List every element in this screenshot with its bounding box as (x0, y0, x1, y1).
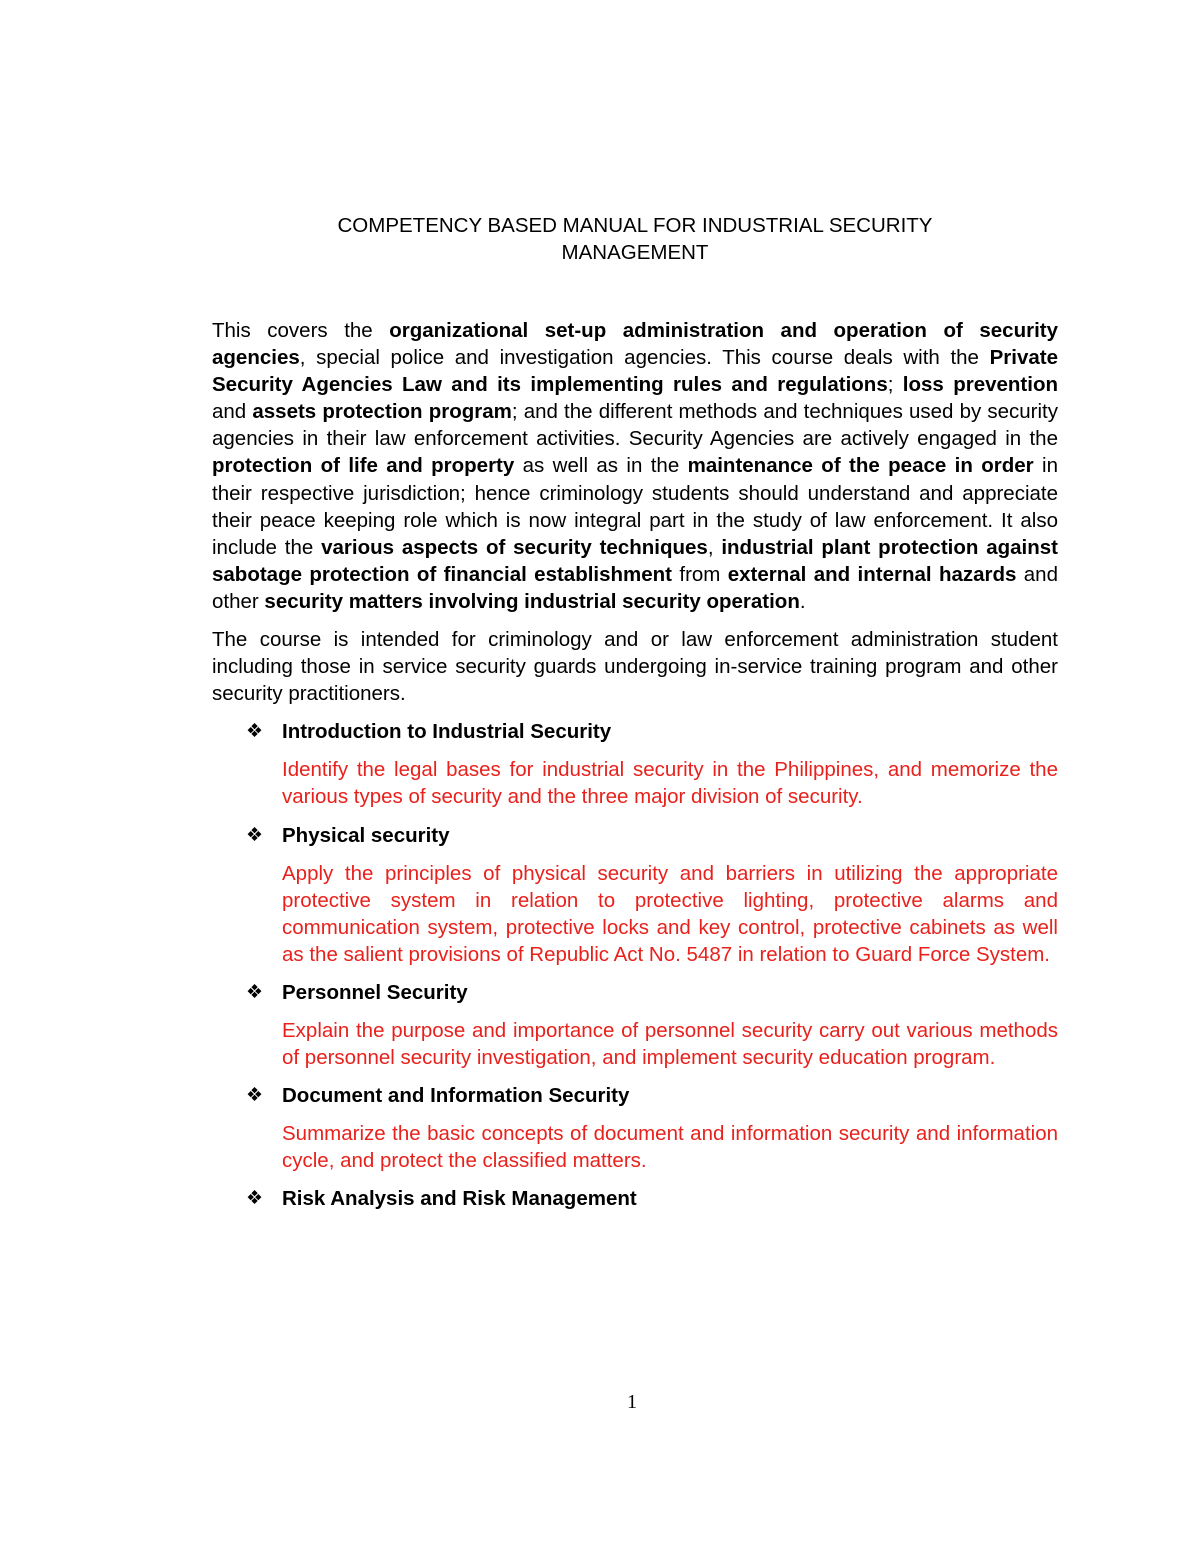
intro-text: from (672, 562, 728, 586)
intro-text: and (212, 400, 253, 424)
topic-description: Apply the principles of physical security and barriers in utilizing the appropriate protective system in relation to protective lighting, protective alarms and communication system, protective locks and key control, protective cabinets as well as the salient provisions of Republic Act No. 5487 in relation to Guard Force System. (282, 861, 1058, 966)
topic-title: Personnel Security (282, 980, 468, 1004)
topic-title: Physical security (282, 823, 450, 847)
page-title-line-2: MANAGEMENT (561, 241, 709, 264)
topic-heading (212, 1185, 1058, 1212)
intro-text: in their respective jurisdiction; hence criminology students should understand and appreciate their peace keeping role which is now integral part in the study of law enforcement. It also include the (212, 454, 1058, 559)
intro-bold-text: assets protection program (252, 400, 512, 424)
topic-description: Explain the purpose and importance of personnel security carry out various methods of personnel security investigation, and implement security education program. (282, 1018, 1058, 1069)
topic-title: Introduction to Industrial Security (282, 720, 612, 744)
page-title (0, 212, 1200, 266)
intro-text: as well as in the (514, 454, 688, 478)
intro-bold-text: protection of life and property (212, 454, 515, 478)
topic-item (212, 1185, 1058, 1212)
topic-item (212, 979, 1058, 1071)
diamond-bullet-icon: ❖ (246, 1085, 264, 1107)
audience-paragraph: The course is intended for criminology and or law enforcement administration student including those in service security guards undergoing in-service training program and other security practitioners. (212, 628, 1058, 706)
page-title-line-1: COMPETENCY BASED MANUAL FOR INDUSTRIAL SECURITY (337, 214, 933, 237)
intro-text: This covers the (212, 319, 390, 342)
intro-text: . (799, 589, 806, 613)
diamond-bullet-icon: ❖ (246, 1188, 264, 1210)
intro-text: ; (887, 373, 903, 397)
topic-description: Summarize the basic concepts of document and information security and information cycle, and protect the classified matters. (282, 1122, 1058, 1173)
intro-paragraph (212, 317, 1058, 615)
intro-bold-text: Private Security Agencies Law and its implementing rules and regulations (212, 346, 1058, 397)
diamond-bullet-icon: ❖ (246, 824, 264, 846)
intro-bold-text: external and internal hazards (727, 562, 1017, 586)
topic-heading (212, 979, 1058, 1006)
intro-bold-text: maintenance of the peace in order (687, 454, 1034, 478)
intro-bold-text: industrial plant protection against sabotage protection of financial establishment (212, 535, 1058, 586)
intro-bold-text: security matters involving industrial security operation (264, 589, 800, 613)
topic-title: Document and Information Security (282, 1084, 630, 1108)
document-body (212, 317, 1058, 1223)
topic-heading (212, 718, 1058, 745)
intro-bold-text: loss prevention (902, 373, 1058, 397)
intro-text: , (707, 535, 722, 559)
diamond-bullet-icon: ❖ (246, 981, 264, 1003)
topic-heading (212, 1082, 1058, 1109)
topic-title: Risk Analysis and Risk Management (282, 1187, 637, 1211)
intro-bold-text: organizational set-up administration and operation of security agencies (212, 319, 1058, 370)
intro-text: and other (212, 562, 1058, 613)
topic-item (212, 822, 1058, 968)
diamond-bullet-icon: ❖ (246, 721, 264, 743)
intro-text: ; and the different methods and techniques used by security agencies in their law enforcement activities. Security Agencies are actively engaged in the (212, 400, 1058, 451)
intro-bold-text: various aspects of security techniques (321, 535, 708, 559)
topic-item (212, 1082, 1058, 1174)
intro-text: , special police and investigation agencies. This course deals with the (299, 346, 990, 370)
page-number: 1 (627, 1391, 637, 1413)
topic-list (212, 718, 1058, 1212)
topic-heading (212, 822, 1058, 849)
topic-description: Identify the legal bases for industrial security in the Philippines, and memorize the various types of security and the three major division of security. (282, 758, 1058, 809)
topic-item (212, 718, 1058, 810)
